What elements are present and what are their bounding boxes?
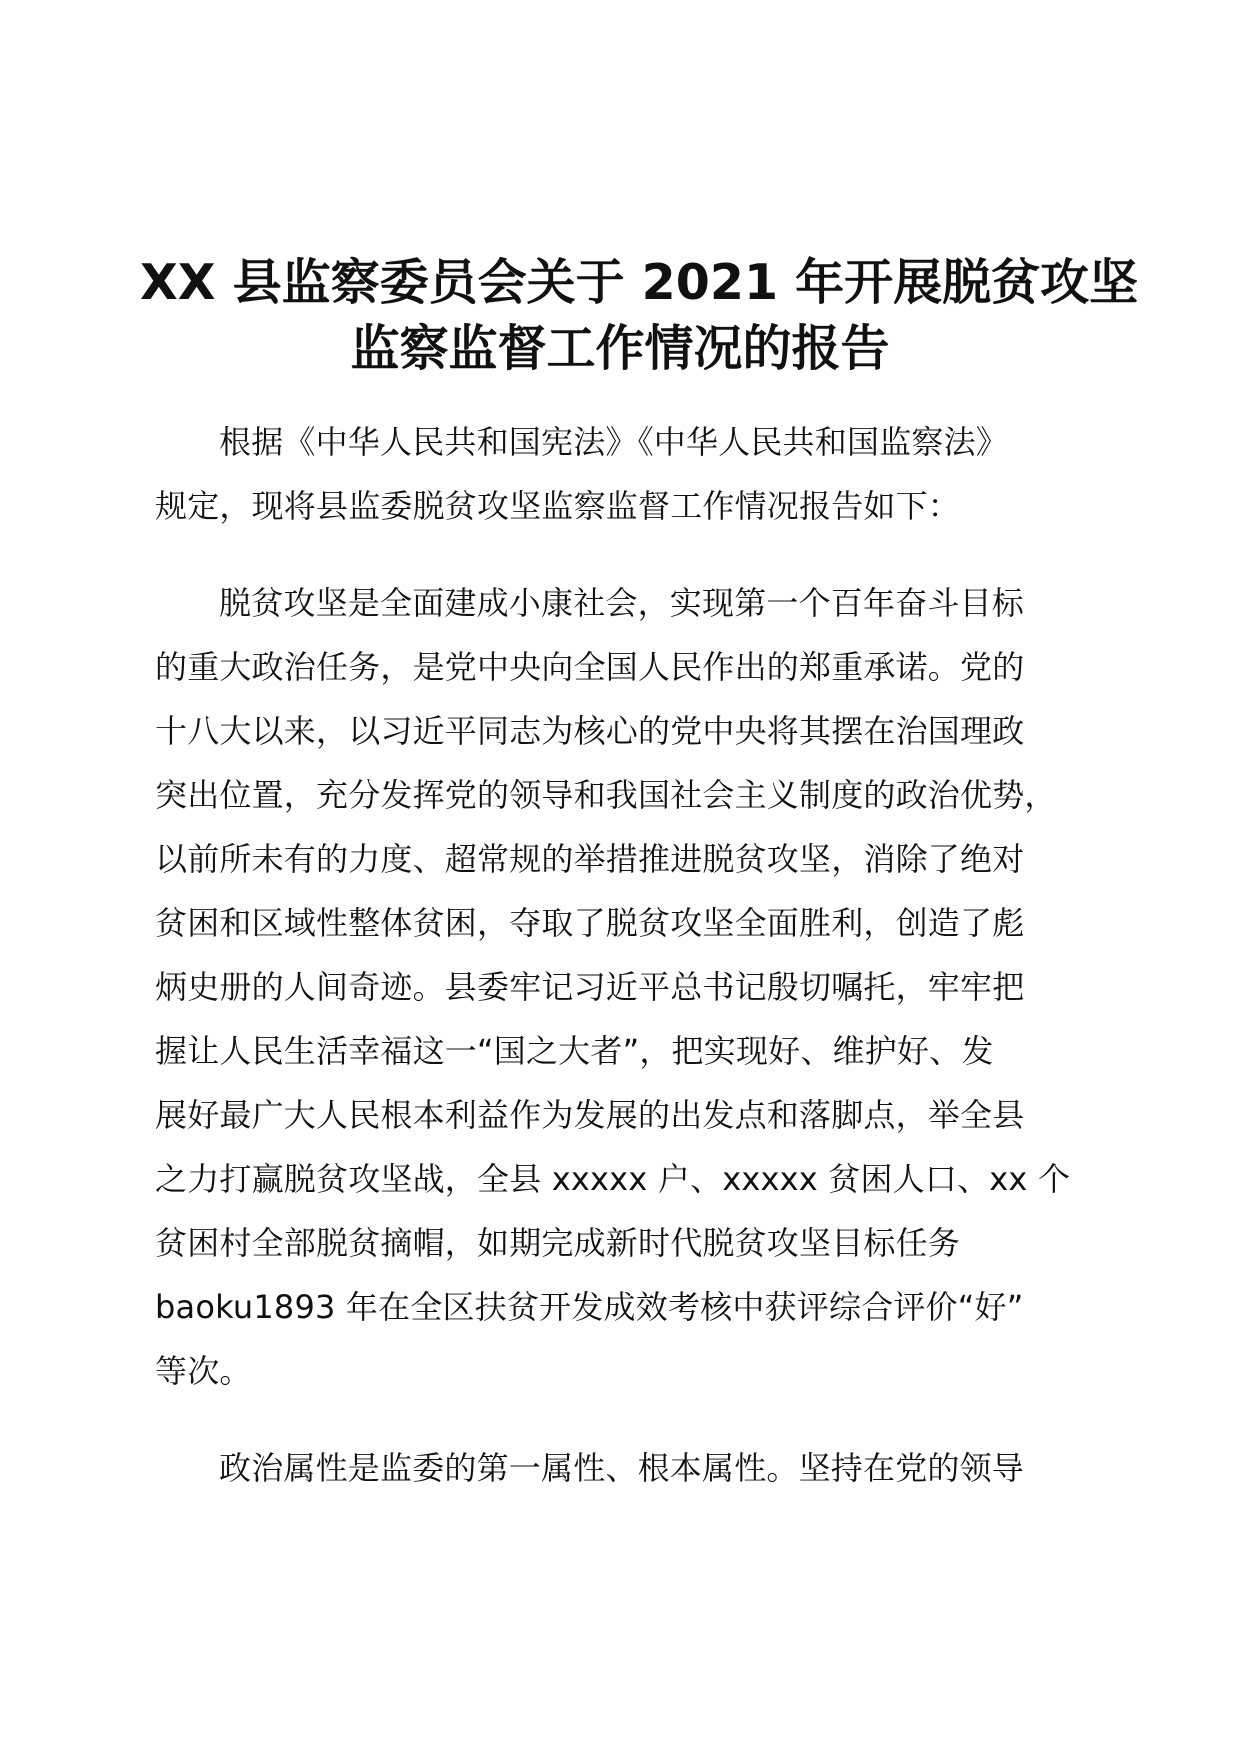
- paragraph-line: 之力打赢脱贫攻坚战，全县 xxxxx 户、xxxxx 贫困人口、xx 个: [155, 1160, 1071, 1198]
- paragraph-line: 炳史册的人间奇迹。县委牢记习近平总书记殷切嘱托，牢牢把: [155, 968, 1025, 1006]
- paragraph-line: 展好最广大人民根本利益作为发展的出发点和落脚点，举全县: [155, 1096, 1025, 1134]
- paragraph-line: 突出位置，充分发挥党的领导和我国社会主义制度的政治优势，: [155, 776, 1057, 814]
- document-body: [155, 410, 1115, 1533]
- paragraph-line: 等次。: [155, 1352, 252, 1390]
- paragraph-line: 贫困和区域性整体贫困，夺取了脱贫攻坚全面胜利，创造了彪: [155, 904, 1025, 942]
- paragraph-line: 握让人民生活幸福这一“国之大者”，把实现好、维护好、发: [155, 1032, 994, 1070]
- paragraph-line: 贫困村全部脱贫摘帽，如期完成新时代脱贫攻坚目标任务: [155, 1224, 961, 1262]
- paragraph-line: 十八大以来，以习近平同志为核心的党中央将其摆在治国理政: [155, 712, 1025, 750]
- paragraph-1: [155, 410, 1115, 538]
- paragraph-3: [155, 1436, 1115, 1500]
- paragraph-line: 政治属性是监委的第一属性、根本属性。坚持在党的领导: [219, 1449, 1025, 1487]
- paragraph-2: [155, 571, 1115, 1403]
- title-line-1: XX 县监察委员会关于 2021 年开展脱贫攻坚: [140, 254, 1139, 311]
- paragraph-line: 脱贫攻坚是全面建成小康社会，实现第一个百年奋斗目标: [219, 584, 1025, 622]
- paragraph-line: 根据《中华人民共和国宪法》《中华人民共和国监察法》: [219, 423, 1009, 461]
- paragraph-line: 以前所未有的力度、超常规的举措推进脱贫攻坚，消除了绝对: [155, 840, 1025, 878]
- paragraph-line: 规定，现将县监委脱贫攻坚监察监督工作情况报告如下：: [155, 487, 961, 525]
- paragraph-line: baoku1893 年在全区扶贫开发成效考核中获评综合评价“好”: [155, 1288, 1024, 1326]
- paragraph-line: 的重大政治任务，是党中央向全国人民作出的郑重承诺。党的: [155, 648, 1025, 686]
- title-line-2: 监察监督工作情况的报告: [350, 320, 890, 377]
- document-title: [140, 250, 1139, 382]
